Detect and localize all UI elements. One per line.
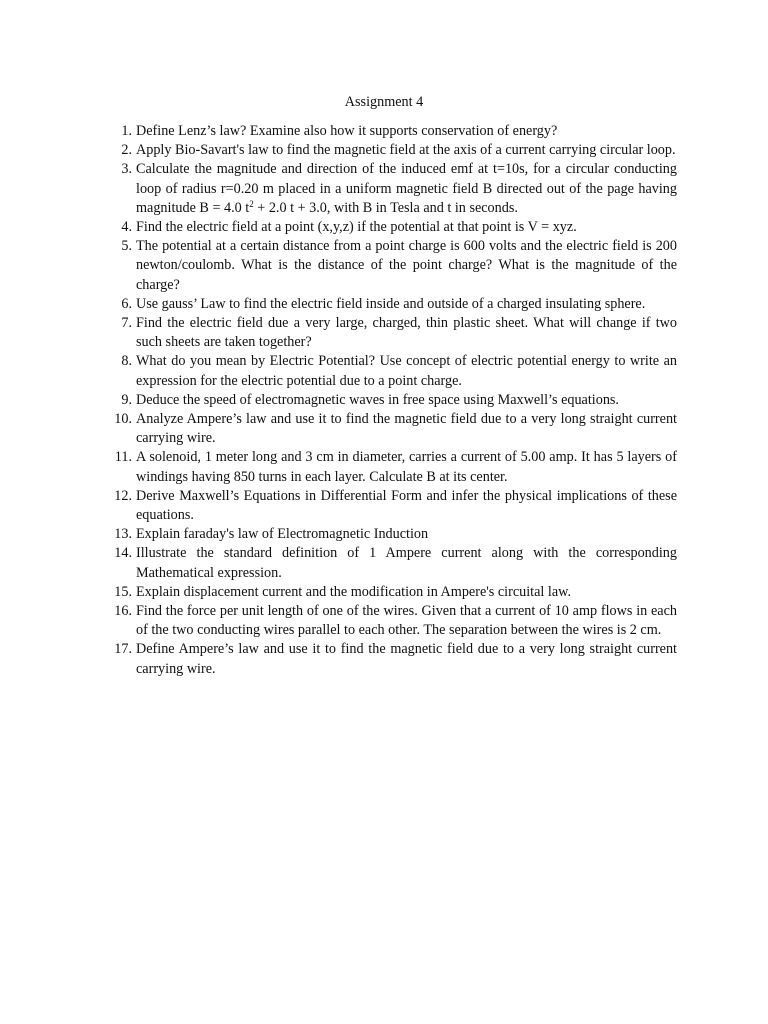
- question-text: Analyze Ampere’s law and use it to find the magnetic field due to a very long straight current carrying wire.: [136, 411, 677, 447]
- question-item: [104, 122, 677, 141]
- question-item: [104, 487, 677, 525]
- question-text: What do you mean by Electric Potential? Use concept of electric potential energy to write an expression for the electric potential due to a point charge.: [136, 353, 677, 389]
- question-text: Apply Bio-Savart's law to find the magnetic field at the axis of a current carrying circular loop.: [136, 142, 676, 159]
- page-title: Assignment 4: [344, 94, 424, 110]
- question-item: [104, 640, 677, 678]
- question-item: [104, 448, 677, 486]
- question-text: Find the electric field due a very large, charged, thin plastic sheet. What will change if two such sheets are taken together?: [136, 315, 677, 351]
- question-item: [104, 583, 677, 602]
- question-item: [104, 295, 677, 314]
- question-number: 15.: [114, 583, 132, 600]
- question-number: 3.: [121, 161, 132, 178]
- question-text: Define Ampere’s law and use it to find the magnetic field due to a very long straight current carrying wire.: [136, 641, 677, 677]
- question-text: Explain faraday's law of Electromagnetic Induction: [136, 526, 429, 543]
- question-item: [104, 141, 677, 160]
- question-item: [104, 525, 677, 544]
- question-text: Find the force per unit length of one of the wires. Given that a current of 10 amp flows in each of the two conducting wires parallel to each other. The separation between the wires is 2 cm.: [136, 603, 677, 639]
- question-item: [104, 218, 677, 237]
- question-number: 6.: [121, 295, 132, 312]
- question-item: [104, 410, 677, 448]
- question-text: Derive Maxwell’s Equations in Differential Form and infer the physical implications of these equations.: [136, 487, 677, 524]
- question-number: 4.: [121, 219, 132, 236]
- question-item: [104, 544, 677, 582]
- question-number: 11.: [114, 449, 132, 466]
- question-text-part: + 2.0 t + 3.0, with B in Tesla and t in seconds.: [253, 199, 518, 216]
- question-text: A solenoid, 1 meter long and 3 cm in diameter, carries a current of 5.00 amp. It has 5 layers of windings having 850 turns in each layer. Calculate B at its center.: [136, 449, 677, 485]
- question-text: The potential at a certain distance from a point charge is 600 volts and the electric field is 200 newton/coulomb. What is the distance of the point charge? What is the magnitude of the charge?: [136, 238, 677, 293]
- question-text: Explain displacement current and the modification in Ampere's circuital law.: [136, 583, 571, 600]
- question-number: 12.: [114, 487, 132, 504]
- question-number: 17.: [114, 641, 132, 658]
- question-text: Use gauss’ Law to find the electric field inside and outside of a charged insulating sphere.: [136, 295, 646, 312]
- question-text: Illustrate the standard definition of 1 Ampere current along with the corresponding Mathematical expression.: [136, 545, 677, 581]
- question-text: [136, 161, 677, 215]
- question-number: 13.: [114, 526, 132, 543]
- question-number: 14.: [114, 545, 132, 562]
- question-item: [104, 602, 677, 640]
- question-text-part: Calculate the magnitude and direction of the induced emf at t=10s, for a circular conducting loop of radius r=0.20 m placed in a uniform magnetic field B directed out of the page having magnitude B = 4.0 t: [136, 161, 677, 216]
- question-number: 8.: [121, 353, 132, 370]
- question-number: 2.: [121, 142, 132, 159]
- question-item: [104, 314, 677, 352]
- question-number: 1.: [121, 123, 132, 139]
- question-number: 16.: [114, 603, 132, 620]
- question-number: 10.: [114, 411, 132, 428]
- question-number: 9.: [121, 391, 132, 408]
- question-item: [104, 391, 677, 410]
- superscript-exponent: 2: [249, 198, 254, 209]
- question-text: Find the electric field at a point (x,y,z) if the potential at that point is V = xyz.: [136, 219, 577, 236]
- question-list: [104, 122, 677, 679]
- question-number: 7.: [121, 315, 132, 332]
- question-item: [104, 352, 677, 390]
- question-item: [104, 237, 677, 295]
- question-item: [104, 160, 677, 218]
- question-number: 5.: [121, 238, 132, 255]
- question-text: Deduce the speed of electromagnetic waves in free space using Maxwell’s equations.: [136, 391, 619, 408]
- question-text: Define Lenz’s law? Examine also how it supports conservation of energy?: [136, 123, 558, 139]
